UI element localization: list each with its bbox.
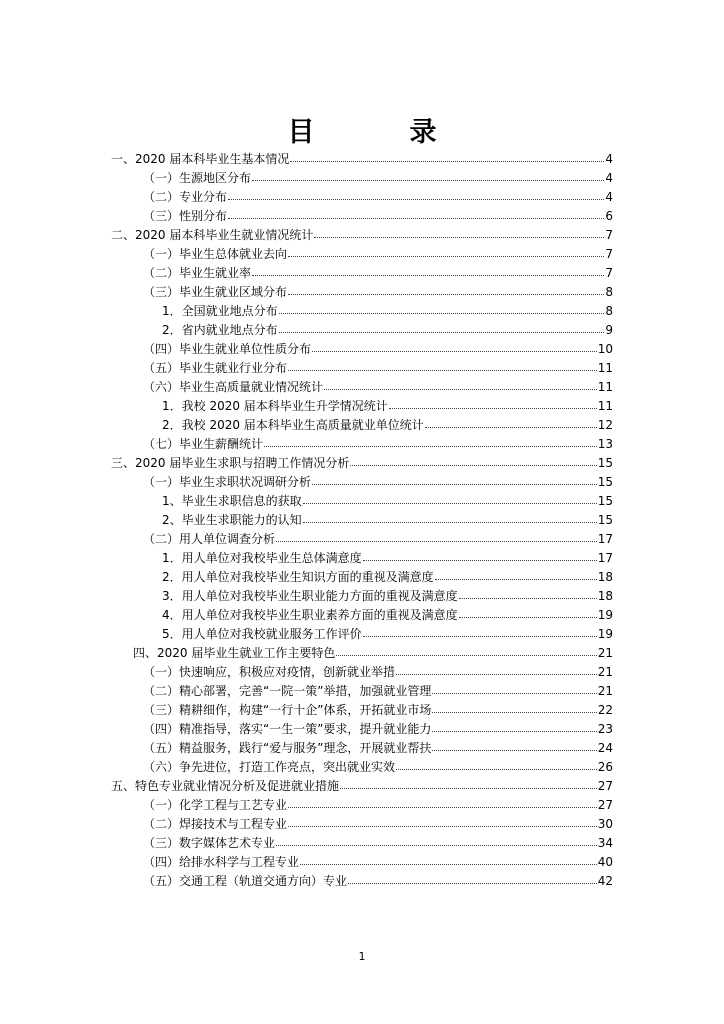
dot-leader: [389, 396, 597, 409]
toc-entry-label: 1．全国就业地点分布: [162, 304, 278, 318]
toc-entry-page: 15: [597, 513, 613, 527]
toc-entry-label: 3．用人单位对我校毕业生职业能力方面的重视及满意度: [162, 589, 458, 603]
toc-entry-label: 2、毕业生求职能力的认知: [162, 513, 302, 527]
toc-entry-page: 10: [597, 342, 613, 356]
toc-entry-label: （一）生源地区分布: [143, 171, 252, 185]
toc-entry-label: （三）毕业生就业区域分布: [143, 285, 288, 299]
toc-entry-label: 2．省内就业地点分布: [162, 323, 278, 337]
toc-entry-label: 1．我校 2020 届本科毕业生升学情况统计: [162, 399, 388, 413]
dot-leader: [312, 472, 597, 485]
dot-leader: [276, 529, 597, 542]
toc-entry-label: （二）用人单位调查分析: [143, 532, 276, 546]
toc-entry-label: （六）争先进位，打造工作亮点，突出就业实效: [143, 760, 396, 774]
toc-entry[interactable]: [143, 758, 613, 777]
toc-entry[interactable]: [111, 226, 613, 245]
toc-entry-page: 40: [597, 855, 613, 869]
page-title: 目 录: [287, 117, 471, 148]
dot-leader: [350, 453, 596, 466]
toc-entry[interactable]: [143, 720, 613, 739]
toc-entry-label: 二、2020 届本科毕业生就业情况统计: [111, 228, 314, 242]
toc-entry[interactable]: [162, 606, 613, 625]
toc-entry[interactable]: [111, 777, 613, 796]
toc-entry-page: 34: [597, 836, 613, 850]
dot-leader: [459, 586, 597, 599]
toc-entry[interactable]: [143, 264, 613, 283]
toc-entry-label: （四）毕业生就业单位性质分布: [143, 342, 312, 356]
toc-entry-label: （一）快速响应，积极应对疫情，创新就业举措: [143, 665, 396, 679]
toc-entry-page: 21: [597, 646, 613, 660]
dot-leader: [279, 320, 605, 333]
toc-entry-page: 4: [605, 171, 613, 185]
toc-entry-page: 8: [605, 304, 613, 318]
toc-entry-label: 五、特色专业就业情况分析及促进就业措施: [111, 779, 340, 793]
toc-entry-page: 19: [597, 608, 613, 622]
toc-entry-page: 42: [597, 874, 613, 888]
toc-entry[interactable]: [162, 587, 613, 606]
toc-entry[interactable]: [162, 492, 613, 511]
toc-entry[interactable]: [143, 872, 613, 891]
dot-leader: [290, 149, 604, 162]
toc-entry[interactable]: [143, 207, 613, 226]
dot-leader: [432, 681, 596, 694]
toc-entry[interactable]: [143, 701, 613, 720]
toc-entry[interactable]: [133, 644, 613, 663]
toc-entry[interactable]: [143, 473, 613, 492]
toc-entry[interactable]: [111, 454, 613, 473]
dot-leader: [288, 358, 597, 371]
toc-entry-page: 15: [597, 494, 613, 508]
toc-entry-page: 4: [605, 152, 613, 166]
dot-leader: [288, 795, 597, 808]
dot-leader: [228, 206, 604, 219]
toc-entry-label: 1、毕业生求职信息的获取: [162, 494, 302, 508]
toc-entry[interactable]: [143, 834, 613, 853]
toc-entry[interactable]: [143, 853, 613, 872]
toc-entry-page: 24: [597, 741, 613, 755]
dot-leader: [432, 738, 596, 751]
toc-entry-label: （二）专业分布: [143, 190, 228, 204]
toc-entry-page: 15: [597, 475, 613, 489]
dot-leader: [288, 814, 597, 827]
toc-entry[interactable]: [162, 511, 613, 530]
toc-entry[interactable]: [143, 796, 613, 815]
dot-leader: [314, 225, 604, 238]
dot-leader: [348, 871, 597, 884]
toc-entry[interactable]: [143, 815, 613, 834]
toc-entry-page: 21: [597, 665, 613, 679]
toc-entry-label: 2．用人单位对我校毕业生知识方面的重视及满意度: [162, 570, 434, 584]
toc-entry-label: 一、2020 届本科毕业生基本情况: [111, 152, 290, 166]
toc-entry[interactable]: [143, 245, 613, 264]
dot-leader: [312, 339, 597, 352]
toc-entry[interactable]: [143, 188, 613, 207]
toc-entry[interactable]: [143, 663, 613, 682]
toc-entry-label: （五）毕业生就业行业分布: [143, 361, 288, 375]
dot-leader: [303, 510, 597, 523]
dot-leader: [435, 567, 597, 580]
toc-entry[interactable]: [143, 359, 613, 378]
dot-leader: [396, 757, 597, 770]
dot-leader: [303, 491, 597, 504]
toc-entry[interactable]: [143, 435, 613, 454]
toc-entry-label: 三、2020 届毕业生求职与招聘工作情况分析: [111, 456, 350, 470]
toc-entry[interactable]: [162, 397, 613, 416]
dot-leader: [288, 282, 604, 295]
toc-entry[interactable]: [162, 625, 613, 644]
toc-entry-page: 13: [597, 437, 613, 451]
toc-entry-page: 7: [605, 228, 613, 242]
toc-entry-label: （一）毕业生求职状况调研分析: [143, 475, 312, 489]
toc-entry-page: 17: [597, 532, 613, 546]
toc-entry-page: 18: [597, 570, 613, 584]
toc-entry-page: 21: [597, 684, 613, 698]
toc-entry-label: 1．用人单位对我校毕业生总体满意度: [162, 551, 362, 565]
toc-entry-label: （四）给排水科学与工程专业: [143, 855, 300, 869]
toc-entry-label: （四）精准指导，落实“一生一策”要求，提升就业能力: [143, 722, 432, 736]
toc-entry-page: 8: [605, 285, 613, 299]
toc-entry[interactable]: [162, 416, 613, 435]
dot-leader: [396, 662, 597, 675]
toc-entry-page: 11: [597, 399, 613, 413]
toc-entry-page: 23: [597, 722, 613, 736]
toc-entry[interactable]: [162, 321, 613, 340]
dot-leader: [336, 643, 596, 656]
toc-entry-page: 4: [605, 190, 613, 204]
toc-entry[interactable]: [143, 682, 613, 701]
toc-entry-page: 17: [597, 551, 613, 565]
toc-entry-label: 5．用人单位对我校就业服务工作评价: [162, 627, 362, 641]
toc-entry-label: 2．我校 2020 届本科毕业生高质量就业单位统计: [162, 418, 424, 432]
toc-entry[interactable]: [162, 568, 613, 587]
toc-entry-page: 11: [597, 380, 613, 394]
toc-entry[interactable]: [111, 150, 613, 169]
toc-entry-label: （五）交通工程（轨道交通方向）专业: [143, 874, 348, 888]
toc-entry-page: 15: [597, 456, 613, 470]
toc-entry-label: （二）精心部署，完善“一院一策”举措，加强就业管理: [143, 684, 432, 698]
toc-entry-label: （三）性别分布: [143, 209, 228, 223]
toc-entry-label: （一）化学工程与工艺专业: [143, 798, 288, 812]
dot-leader: [276, 833, 597, 846]
dot-leader: [432, 719, 596, 732]
toc-entry[interactable]: [162, 302, 613, 321]
toc-entry-label: （六）毕业生高质量就业情况统计: [143, 380, 324, 394]
page-number: 1: [358, 950, 366, 963]
toc-entry-page: 27: [597, 779, 613, 793]
toc-entry[interactable]: [143, 739, 613, 758]
toc-entry-label: （二）毕业生就业率: [143, 266, 252, 280]
toc-entry-page: 7: [605, 247, 613, 261]
toc-entry-label: （七）毕业生薪酬统计: [143, 437, 264, 451]
toc-entry[interactable]: [143, 530, 613, 549]
dot-leader: [459, 605, 597, 618]
toc-entry-label: （二）焊接技术与工程专业: [143, 817, 288, 831]
dot-leader: [324, 377, 597, 390]
toc-entry[interactable]: [162, 549, 613, 568]
toc-entry-page: 27: [597, 798, 613, 812]
toc-entry-label: （三）精耕细作，构建“一行十企”体系，开拓就业市场: [143, 703, 432, 717]
toc-entry[interactable]: [143, 169, 613, 188]
toc-entry-page: 9: [605, 323, 613, 337]
toc-entry-page: 11: [597, 361, 613, 375]
toc-entry-label: 四、2020 届毕业生就业工作主要特色: [133, 646, 336, 660]
toc-entry[interactable]: [143, 378, 613, 397]
toc-entry-page: 18: [597, 589, 613, 603]
dot-leader: [300, 852, 597, 865]
toc-entry-page: 7: [605, 266, 613, 280]
toc-entry-page: 30: [597, 817, 613, 831]
dot-leader: [252, 168, 604, 181]
toc-entry-label: （三）数字媒体艺术专业: [143, 836, 276, 850]
toc-entry-page: 19: [597, 627, 613, 641]
dot-leader: [432, 700, 596, 713]
dot-leader: [264, 434, 597, 447]
dot-leader: [363, 548, 597, 561]
toc-entry-page: 26: [597, 760, 613, 774]
toc-entry-page: 12: [597, 418, 613, 432]
dot-leader: [252, 263, 604, 276]
dot-leader: [363, 624, 597, 637]
toc-entry-page: 22: [597, 703, 613, 717]
dot-leader: [288, 244, 604, 257]
toc-entry-page: 6: [605, 209, 613, 223]
toc-entry-label: 4．用人单位对我校毕业生职业素养方面的重视及满意度: [162, 608, 458, 622]
dot-leader: [279, 301, 605, 314]
toc-entry-label: （一）毕业生总体就业去向: [143, 247, 288, 261]
dot-leader: [228, 187, 604, 200]
toc-entry[interactable]: [143, 283, 613, 302]
toc-entry-label: （五）精益服务，践行“爱与服务”理念，开展就业帮扶: [143, 741, 432, 755]
toc-entry[interactable]: [143, 340, 613, 359]
dot-leader: [425, 415, 597, 428]
dot-leader: [340, 776, 597, 789]
